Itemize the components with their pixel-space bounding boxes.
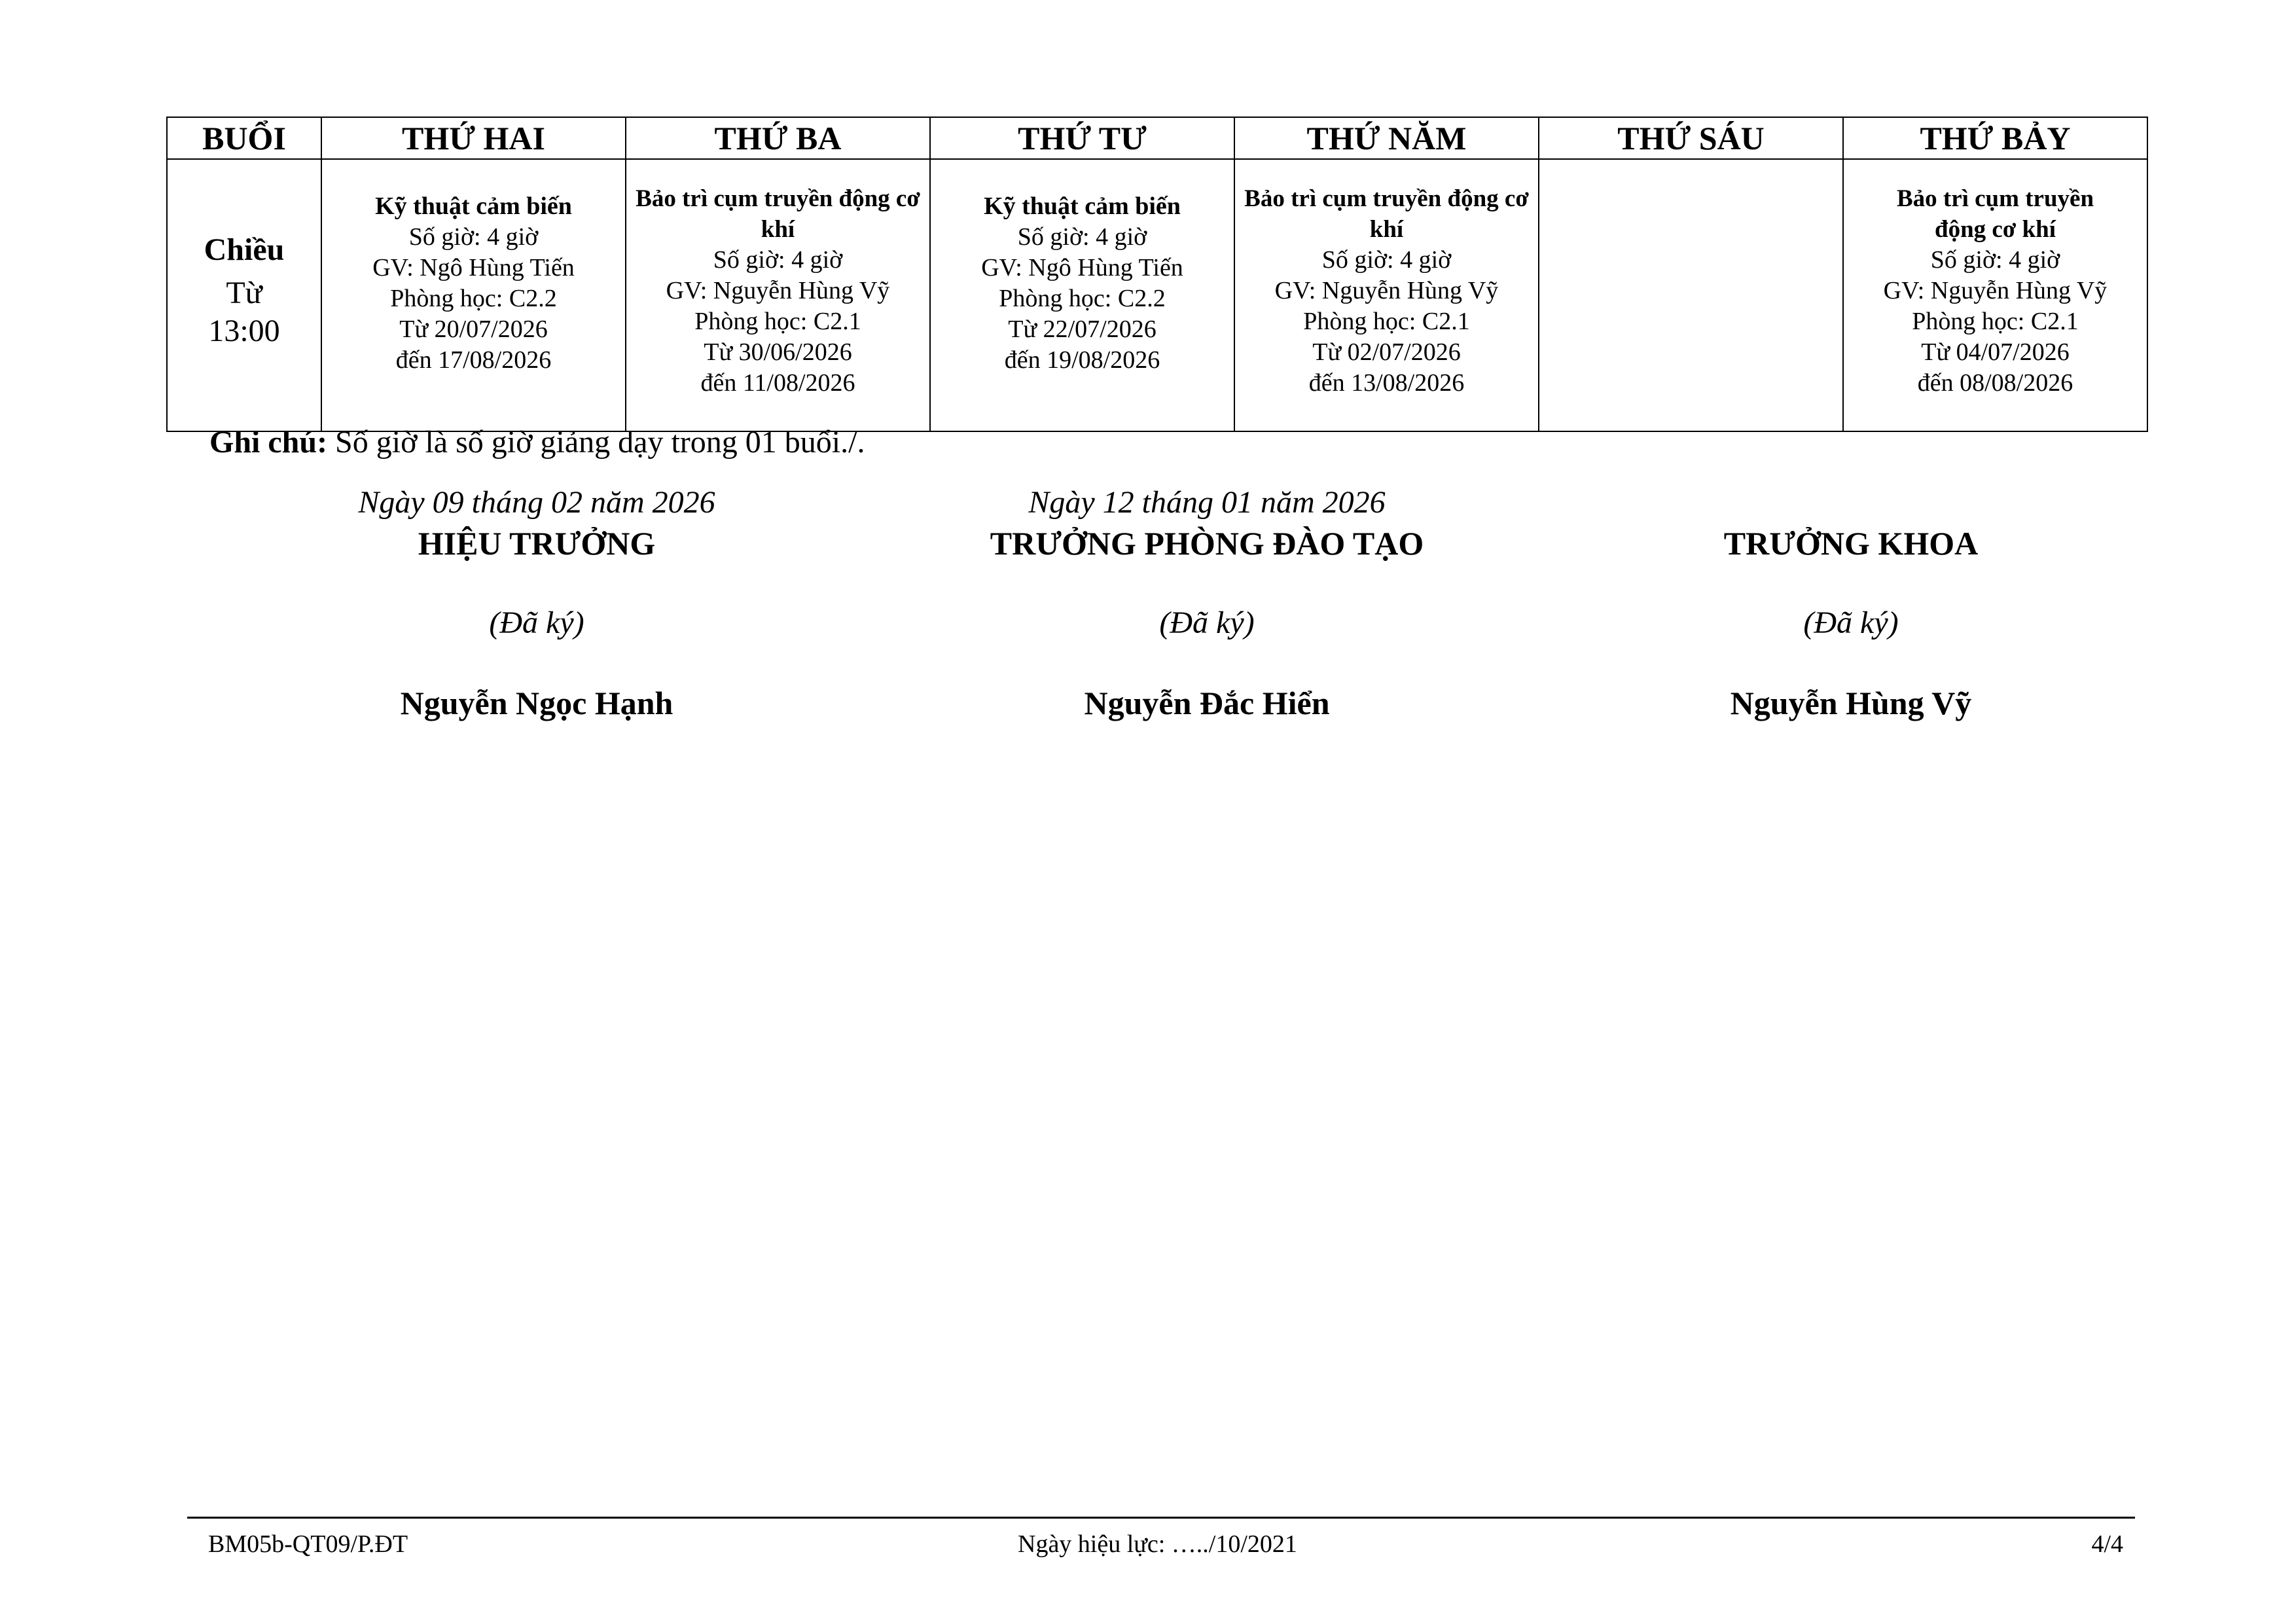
signature-signed: (Đã ký) — [1159, 605, 1255, 640]
cell-teacher: GV: Ngô Hùng Tiến — [372, 254, 575, 281]
header-wednesday: THỨ TƯ — [930, 117, 1234, 159]
header-friday: THỨ SÁU — [1539, 117, 1843, 159]
signature-name: Nguyễn Đắc Hiển — [1084, 685, 1330, 721]
header-monday: THỨ HAI — [321, 117, 626, 159]
cell-monday — [321, 159, 626, 431]
cell-room: Phòng học: C2.2 — [999, 285, 1166, 312]
note-text: Số giờ là số giờ giảng dạy trong 01 buổi./. — [327, 425, 865, 460]
footer-divider — [187, 1517, 2135, 1519]
cell-teacher: GV: Nguyễn Hùng Vỹ — [666, 276, 890, 304]
cell-from: Từ 30/06/2026 — [704, 338, 852, 366]
cell-hours: Số giờ: 4 giờ — [1017, 223, 1147, 251]
header-thursday: THỨ NĂM — [1234, 117, 1539, 159]
cell-friday — [1539, 159, 1843, 431]
schedule-table — [166, 117, 2148, 432]
cell-to: đến 19/08/2026 — [1004, 346, 1160, 374]
schedule-header-row — [167, 117, 2147, 159]
session-name: Chiều — [204, 232, 285, 267]
cell-hours: Số giờ: 4 giờ — [713, 245, 843, 274]
cell-subject: Bảo trì cụm truyền động cơ khí — [1244, 185, 1529, 243]
cell-wednesday — [930, 159, 1234, 431]
cell-tuesday — [626, 159, 930, 431]
signature-date: Ngày 09 tháng 02 năm 2026 — [358, 485, 715, 520]
schedule-row-afternoon — [167, 159, 2147, 431]
session-time: 13:00 — [208, 314, 280, 348]
cell-from: Từ 04/07/2026 — [1921, 338, 2070, 366]
cell-room: Phòng học: C2.2 — [390, 285, 557, 312]
signature-title: HIỆU TRƯỞNG — [418, 525, 656, 562]
cell-subject: Kỹ thuật cảm biến — [375, 192, 572, 220]
cell-to: đến 13/08/2026 — [1308, 369, 1465, 397]
cell-to: đến 17/08/2026 — [395, 346, 552, 374]
signature-dean — [1589, 483, 2113, 723]
signature-title: TRƯỞNG PHÒNG ĐÀO TẠO — [990, 525, 1424, 562]
cell-hours: Số giờ: 4 giờ — [408, 223, 539, 251]
signature-date: Ngày 12 tháng 01 năm 2026 — [1028, 485, 1386, 520]
cell-from: Từ 20/07/2026 — [399, 316, 548, 343]
cell-from: Từ 02/07/2026 — [1312, 338, 1461, 366]
footer-page-number: 4/4 — [2091, 1530, 2123, 1558]
cell-to: đến 08/08/2026 — [1917, 369, 2073, 397]
session-from-label: Từ — [226, 276, 262, 310]
signature-name: Nguyễn Hùng Vỹ — [1730, 685, 1972, 721]
footer-effective-date: Ngày hiệu lực: …../10/2021 — [1018, 1530, 1297, 1558]
header-saturday: THỨ BẢY — [1843, 117, 2147, 159]
cell-subject: Bảo trì cụm truyền động cơ khí — [1896, 185, 2094, 243]
cell-subject: Bảo trì cụm truyền động cơ khí — [636, 185, 920, 243]
cell-hours: Số giờ: 4 giờ — [1321, 245, 1452, 274]
signature-signed: (Đã ký) — [1803, 605, 1899, 640]
note-label: Ghi chú: — [209, 425, 328, 460]
cell-teacher: GV: Nguyễn Hùng Vỹ — [1274, 276, 1499, 304]
cell-room: Phòng học: C2.1 — [694, 307, 861, 335]
signature-training-head — [932, 483, 1482, 723]
cell-to: đến 11/08/2026 — [700, 369, 855, 397]
header-tuesday: THỨ BA — [626, 117, 930, 159]
cell-saturday — [1843, 159, 2147, 431]
cell-from: Từ 22/07/2026 — [1008, 316, 1157, 343]
cell-room: Phòng học: C2.1 — [1303, 307, 1470, 335]
cell-teacher: GV: Nguyễn Hùng Vỹ — [1883, 276, 2108, 304]
note — [209, 424, 865, 460]
cell-room: Phòng học: C2.1 — [1912, 307, 2079, 335]
cell-subject: Kỹ thuật cảm biến — [984, 192, 1181, 220]
footer-form-code: BM05b-QT09/P.ĐT — [208, 1530, 408, 1558]
signature-name: Nguyễn Ngọc Hạnh — [400, 685, 673, 721]
signature-signed: (Đã ký) — [489, 605, 584, 640]
cell-hours: Số giờ: 4 giờ — [1930, 245, 2060, 274]
session-cell — [167, 159, 321, 431]
signature-date — [1589, 483, 2113, 522]
cell-thursday — [1234, 159, 1539, 431]
cell-teacher: GV: Ngô Hùng Tiến — [981, 254, 1183, 281]
header-session: BUỔI — [167, 117, 321, 159]
signature-title: TRƯỞNG KHOA — [1723, 525, 1979, 562]
signature-principal — [275, 483, 798, 723]
